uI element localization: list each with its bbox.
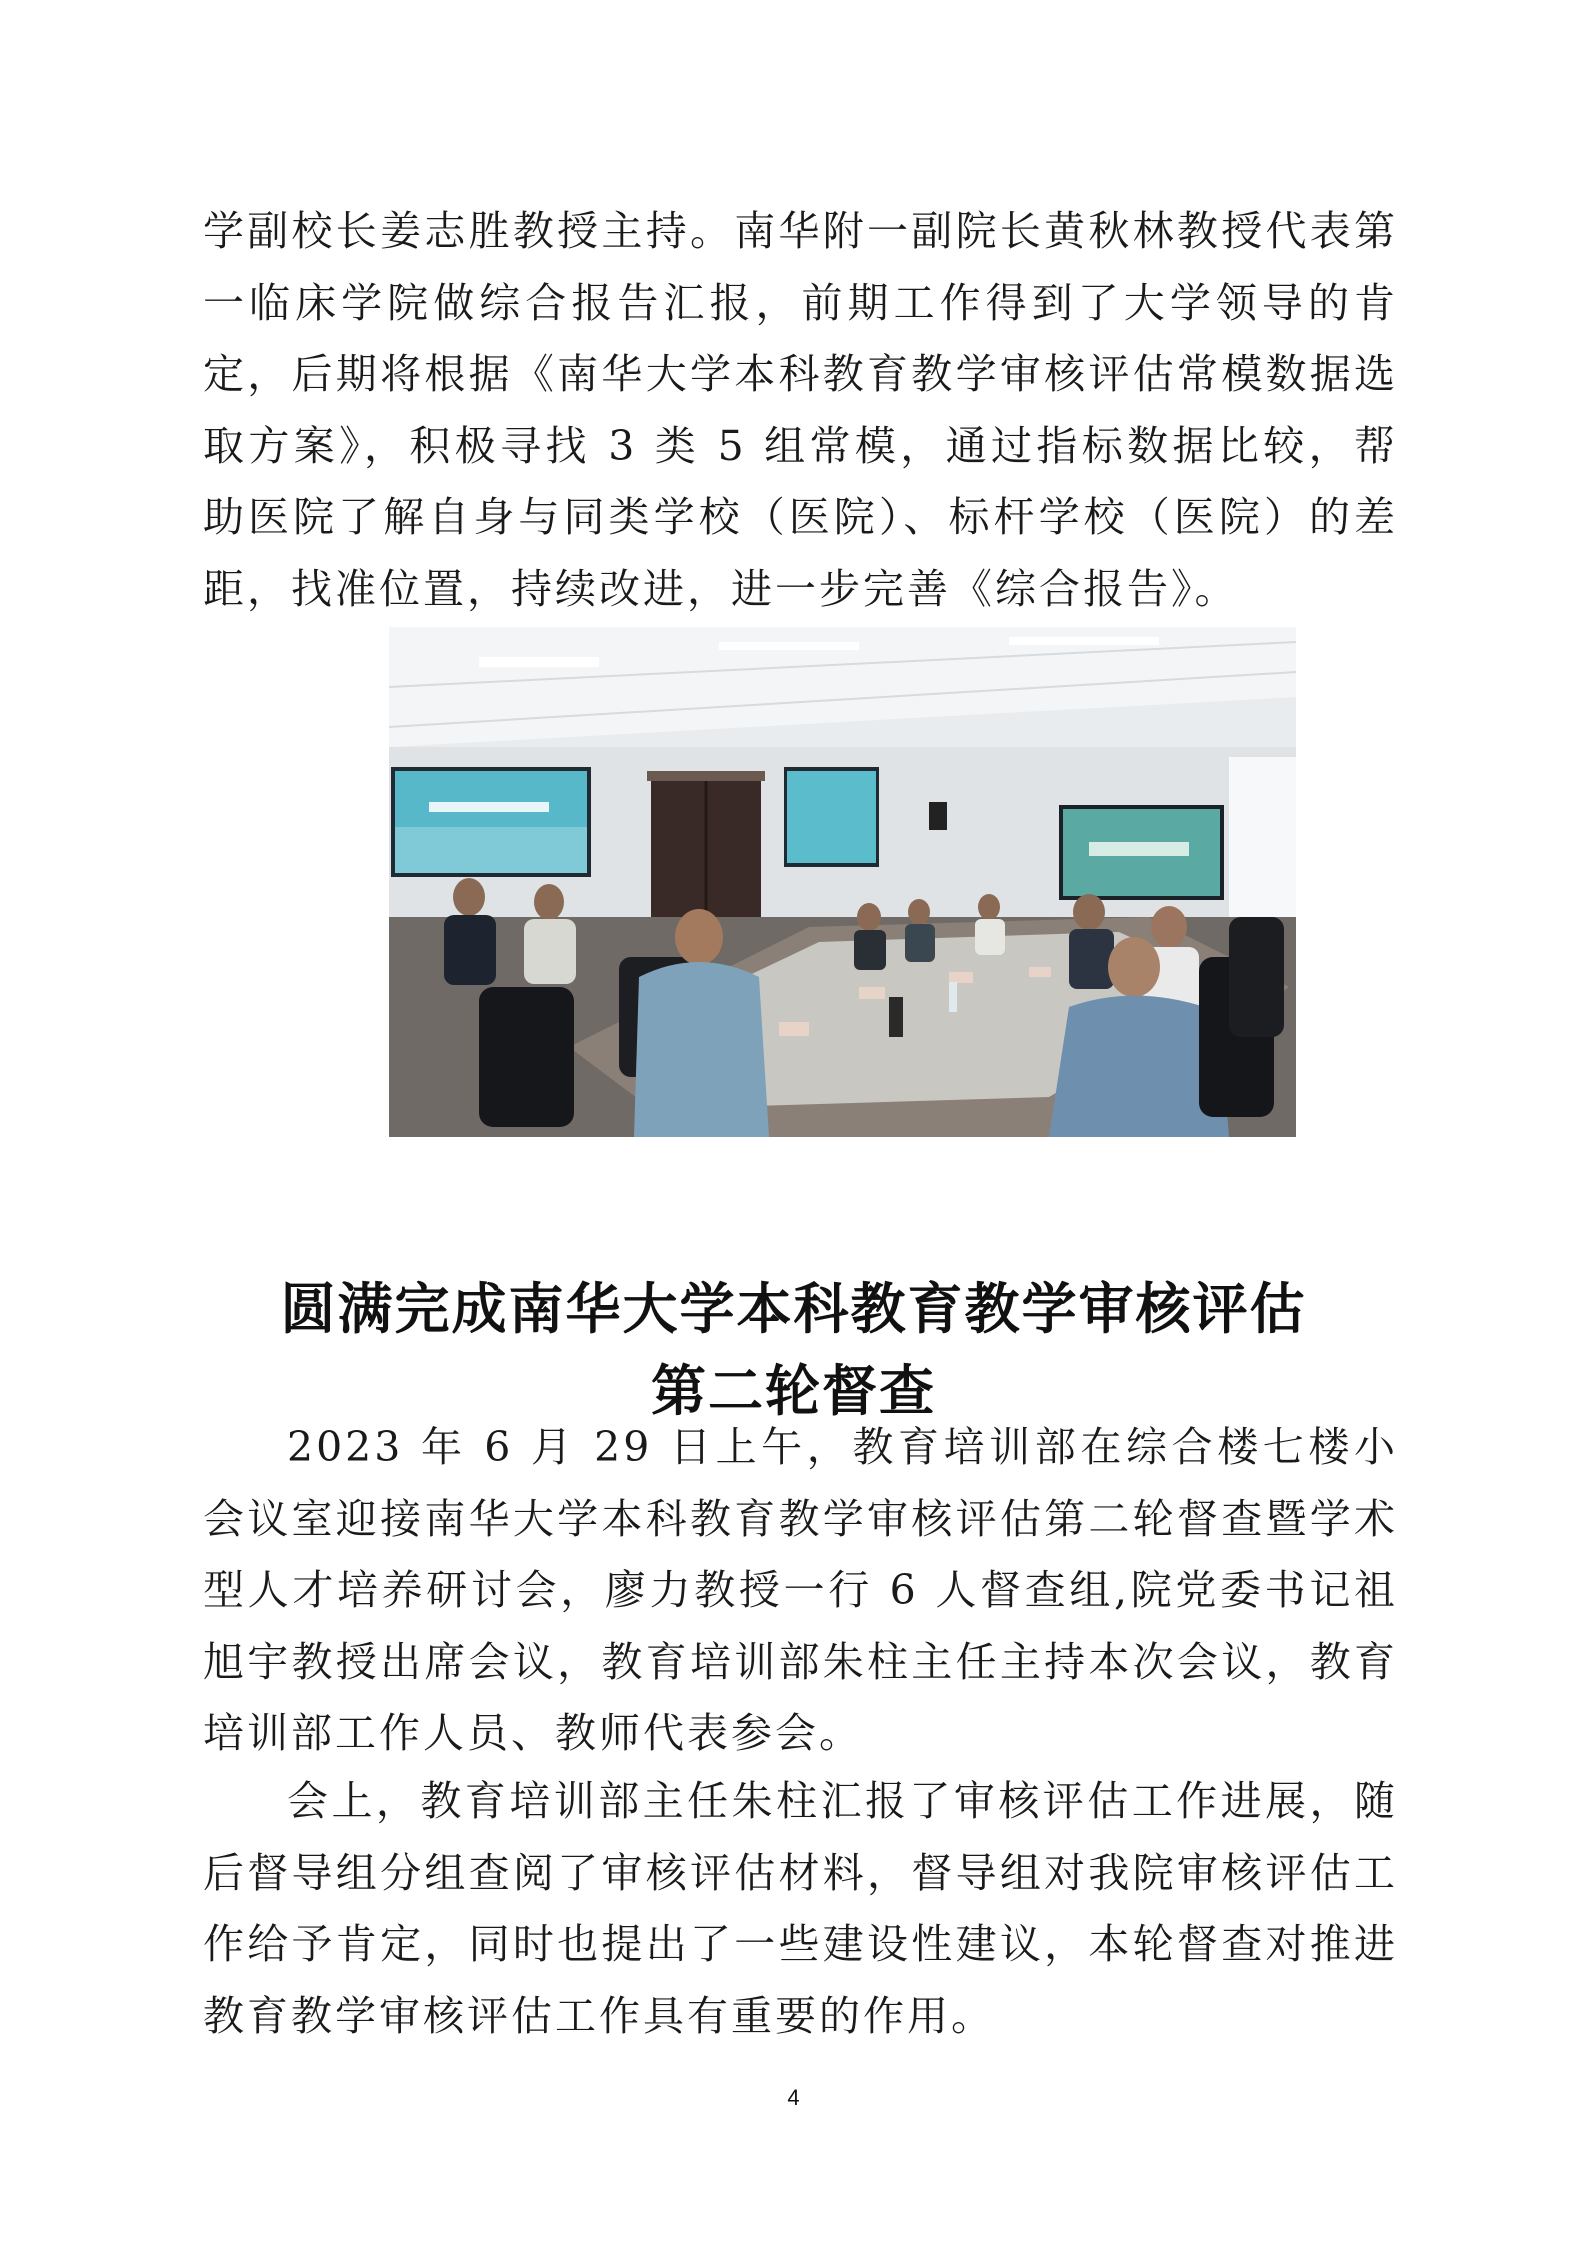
article2-paragraph-2: 会上，教育培训部主任朱柱汇报了审核评估工作进展，随后督导组分组查阅了审核评估材料，督导组对我院审核评估工作给予肯定，同时也提出了一些建设性建议，本轮督查对推进教育教学审核评估工作具有重要的作用。 [203, 1777, 1398, 2040]
article2-title-line1: 圆满完成南华大学本科教育教学审核评估 [280, 1277, 1307, 1341]
article2-title-line2: 第二轮督查 [650, 1359, 936, 1423]
page-number: 4 [787, 2085, 800, 2110]
article1-paragraph: 学副校长姜志胜教授主持。南华附一副院长黄秋林教授代表第一临床学院做综合报告汇报，前期工作得到了大学领导的肯定，后期将根据《南华大学本科教育教学审核评估常模数据选取方案》，积极寻找 3 类 5 组常模，通过指标数据比较，帮助医院了解自身与同类学校（医院）、标杆学校（医院）的差距，找准位置，持续改进，进一步完善《综合报告》。 [203, 207, 1398, 613]
article2-title [200, 1268, 1387, 1432]
article2-paragraph-1: 2023 年 6 月 29 日上午，教育培训部在综合楼七楼小会议室迎接南华大学本科教育教学审核评估第二轮督查暨学术型人才培养研讨会，廖力教授一行 6 人督查组,院党委书记祖旭宇教授出席会议，教育培训部朱柱主任主持本次会议，教育培训部工作人员、教师代表参会。 [203, 1423, 1398, 1757]
meeting-photo [389, 627, 1296, 1137]
